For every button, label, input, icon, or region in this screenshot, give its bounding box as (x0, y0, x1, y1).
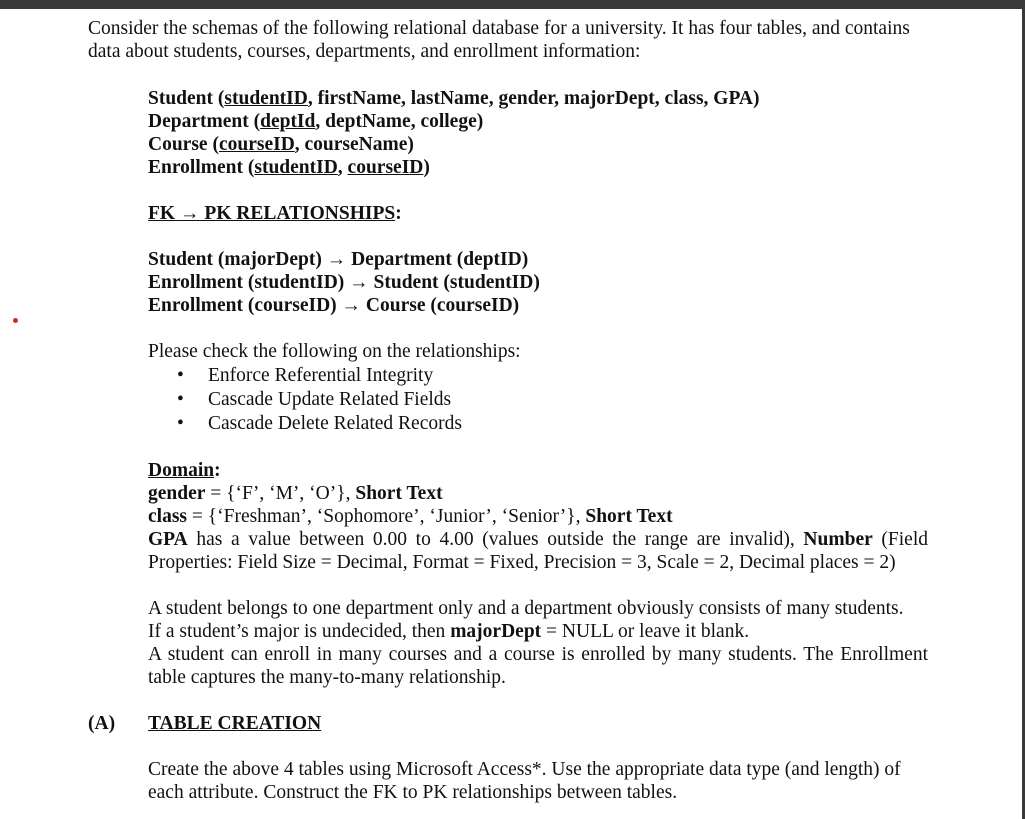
domain-heading: Domain: (148, 460, 221, 481)
pk-enroll-studentid: studentID (254, 157, 338, 178)
check-item-1: Enforce Referential Integrity (208, 365, 434, 386)
pk-deptid: deptId (260, 111, 316, 132)
relationship-3: Enrollment (courseID) → Course (courseID) (148, 295, 520, 316)
section-a-label: (A) (88, 713, 116, 734)
domain-class: class = {‘Freshman’, ‘Sophomore’, ‘Junior’, ‘Senior’}, Short Text (148, 506, 673, 527)
pk-courseid: courseID (218, 134, 295, 155)
pk-enroll-courseid: courseID (347, 157, 424, 178)
intro-line-2: data about students, courses, departments, and enrollment information: (88, 41, 641, 62)
note-line-2: If a student’s major is undecided, then majorDept = NULL or leave it blank. (148, 621, 750, 642)
check-item-2: Cascade Update Related Fields (208, 389, 452, 410)
note-line-1: A student belongs to one department only and a department obviously consists of many students. (148, 598, 904, 619)
domain-gender: gender = {‘F’, ‘M’, ‘O’}, Short Text (148, 483, 443, 504)
relationship-2: Enrollment (studentID) → Student (studentID) (148, 272, 540, 293)
viewer-top-bar (0, 0, 1025, 9)
schema-department: Department (deptId, deptName, college) (148, 111, 484, 132)
section-a-title: TABLE CREATION (148, 713, 322, 734)
domain-gpa-line-1: GPA has a value between 0.00 to 4.00 (values outside the range are invalid), Number (Field (148, 529, 928, 550)
bullet-2: • (177, 389, 184, 410)
bullet-3: • (177, 413, 184, 434)
relationship-1: Student (majorDept) → Department (deptID) (148, 249, 529, 270)
schema-student: Student (studentID, firstName, lastName, gender, majorDept, class, GPA) (148, 88, 760, 109)
pk-studentid: studentID (224, 88, 308, 109)
bullet-1: • (177, 365, 184, 386)
section-a-line-1: Create the above 4 tables using Microsoft Access*. Use the appropriate data type (and length) of (148, 759, 901, 780)
schema-enrollment: Enrollment (studentID, courseID) (148, 157, 430, 178)
section-a-line-2: each attribute. Construct the FK to PK relationships between tables. (148, 782, 678, 803)
check-item-3: Cascade Delete Related Records (208, 413, 462, 434)
note-line-3: A student can enroll in many courses and a course is enrolled by many students. The Enrollment (148, 644, 928, 665)
note-line-4: table captures the many-to-many relationship. (148, 667, 506, 688)
check-intro: Please check the following on the relationships: (148, 341, 521, 362)
annotation-dot (13, 318, 18, 323)
schema-course: Course (courseID, courseName) (148, 134, 414, 155)
intro-line-1: Consider the schemas of the following relational database for a university. It has four tables, and contains (88, 18, 910, 39)
domain-gpa-line-2: Properties: Field Size = Decimal, Format = Fixed, Precision = 3, Scale = 2, Decimal places = 2) (148, 552, 896, 573)
fk-pk-heading: FK → PK RELATIONSHIPS: (148, 203, 402, 224)
